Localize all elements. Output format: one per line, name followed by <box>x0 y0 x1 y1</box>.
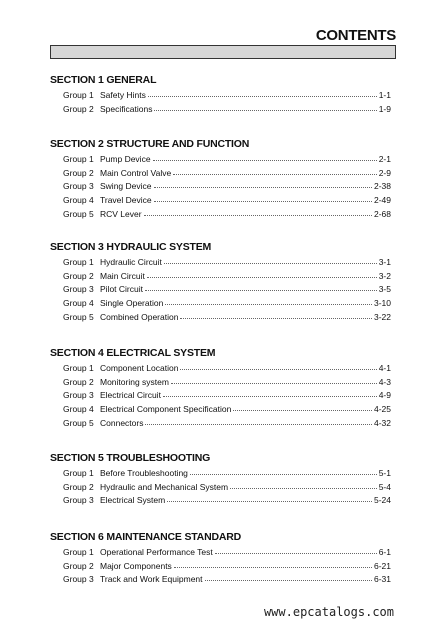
group-label: Group <box>63 154 87 164</box>
entry-title: Main Control Valve <box>100 167 172 178</box>
entry-title: Swing Device <box>100 181 152 192</box>
toc-entry[interactable] <box>63 255 391 267</box>
group-label: Group <box>63 547 87 557</box>
toc-entry[interactable] <box>63 102 391 114</box>
group-number: 3 <box>89 495 94 506</box>
group-number: 5 <box>89 311 94 322</box>
group-number: 2 <box>89 481 94 492</box>
group-number: 5 <box>89 417 94 428</box>
toc-entry[interactable] <box>63 559 391 571</box>
group-label: Group <box>63 90 87 100</box>
group-number: 3 <box>89 390 94 401</box>
dot-leader <box>167 501 372 502</box>
toc-entry[interactable] <box>63 88 391 100</box>
dot-leader <box>144 215 372 216</box>
dot-leader <box>215 553 377 554</box>
page-number: 3-10 <box>373 298 391 309</box>
toc-entry[interactable] <box>63 269 391 281</box>
group-number: 3 <box>89 574 94 585</box>
entry-title: Electrical Component Specification <box>100 404 232 415</box>
dot-leader <box>154 201 372 202</box>
toc-entry[interactable] <box>63 402 391 414</box>
entry-title: Track and Work Equipment <box>100 574 203 585</box>
section-heading: SECTION 6 MAINTENANCE STANDARD <box>50 531 241 543</box>
group-number: 3 <box>89 284 94 295</box>
dot-leader <box>173 174 377 175</box>
dot-leader <box>205 580 372 581</box>
toc-entry[interactable] <box>63 493 391 505</box>
group-label: Group <box>63 181 87 192</box>
dot-leader <box>180 318 372 319</box>
group-label: Group <box>63 468 87 478</box>
toc-entry[interactable] <box>63 466 391 478</box>
page-number: 6-1 <box>378 547 391 557</box>
page-number: 1-9 <box>378 103 391 114</box>
entry-title: Safety Hints <box>100 90 146 100</box>
group-label: Group <box>63 195 87 206</box>
entry-title: Pilot Circuit <box>100 284 143 295</box>
group-label: Group <box>63 167 87 178</box>
dot-leader <box>233 410 372 411</box>
dot-leader <box>164 263 377 264</box>
group-label: Group <box>63 103 87 114</box>
section-heading: SECTION 3 HYDRAULIC SYSTEM <box>50 241 212 253</box>
page-number: 6-31 <box>373 574 391 585</box>
toc-entry[interactable] <box>63 179 391 191</box>
dot-leader <box>148 96 377 97</box>
page-number: 4-32 <box>373 417 391 428</box>
group-number: 5 <box>89 208 94 219</box>
entry-title: Specifications <box>100 103 153 114</box>
group-number: 1 <box>89 154 94 164</box>
group-number: 1 <box>89 363 94 373</box>
section-heading: SECTION 4 ELECTRICAL SYSTEM <box>50 347 216 359</box>
toc-entry[interactable] <box>63 375 391 387</box>
group-number: 4 <box>89 298 94 309</box>
watermark-url: www.epcatalogs.com <box>263 605 394 619</box>
group-label: Group <box>63 390 87 401</box>
group-number: 1 <box>89 547 94 557</box>
dot-leader <box>154 187 372 188</box>
toc-entry[interactable] <box>63 282 391 294</box>
entry-title: Single Operation <box>100 298 164 309</box>
group-number: 2 <box>89 167 94 178</box>
group-number: 2 <box>89 560 94 571</box>
page-title: CONTENTS <box>315 27 396 44</box>
dot-leader <box>163 396 377 397</box>
dot-leader <box>171 383 377 384</box>
dot-leader <box>154 110 376 111</box>
group-label: Group <box>63 560 87 571</box>
page-number: 2-9 <box>378 167 391 178</box>
toc-entry[interactable] <box>63 310 391 322</box>
entry-title: Hydraulic Circuit <box>100 257 162 267</box>
dot-leader <box>145 424 372 425</box>
entry-title: Hydraulic and Mechanical System <box>100 481 229 492</box>
dot-leader <box>165 304 372 305</box>
group-number: 1 <box>89 468 94 478</box>
page-number: 5-4 <box>378 481 391 492</box>
entry-title: Connectors <box>100 417 144 428</box>
entry-title: Monitoring system <box>100 376 169 387</box>
entry-title: Combined Operation <box>100 311 179 322</box>
entry-title: Operational Performance Test <box>100 547 213 557</box>
group-number: 4 <box>89 404 94 415</box>
group-label: Group <box>63 208 87 219</box>
page-number: 2-68 <box>373 208 391 219</box>
dot-leader <box>180 369 376 370</box>
group-label: Group <box>63 311 87 322</box>
group-number: 3 <box>89 181 94 192</box>
group-label: Group <box>63 284 87 295</box>
entry-title: Pump Device <box>100 154 151 164</box>
entry-title: Electrical Circuit <box>100 390 161 401</box>
group-label: Group <box>63 404 87 415</box>
page-number: 4-25 <box>373 404 391 415</box>
group-number: 2 <box>89 103 94 114</box>
entry-title: Major Components <box>100 560 172 571</box>
group-number: 1 <box>89 257 94 267</box>
entry-title: Travel Device <box>100 195 152 206</box>
group-number: 1 <box>89 90 94 100</box>
page-number: 2-38 <box>373 181 391 192</box>
group-label: Group <box>63 574 87 585</box>
entry-title: Main Circuit <box>100 270 145 281</box>
page-number: 4-3 <box>378 376 391 387</box>
toc-entry[interactable] <box>63 480 391 492</box>
group-label: Group <box>63 363 87 373</box>
toc-entry[interactable] <box>63 166 391 178</box>
group-label: Group <box>63 270 87 281</box>
page-number: 4-9 <box>378 390 391 401</box>
section-heading: SECTION 1 GENERAL <box>50 74 157 86</box>
page-number: 2-49 <box>373 195 391 206</box>
toc-entry[interactable] <box>63 545 391 557</box>
group-number: 2 <box>89 376 94 387</box>
toc-entry[interactable] <box>63 361 391 373</box>
page-number: 3-5 <box>378 284 391 295</box>
dot-leader <box>174 567 372 568</box>
group-number: 4 <box>89 195 94 206</box>
group-label: Group <box>63 495 87 506</box>
entry-title: Electrical System <box>100 495 166 506</box>
toc-entry[interactable] <box>63 388 391 400</box>
group-label: Group <box>63 481 87 492</box>
entry-title: Component Location <box>100 363 179 373</box>
dot-leader <box>230 488 377 489</box>
dot-leader <box>190 474 377 475</box>
toc-entry[interactable] <box>63 572 391 584</box>
group-label: Group <box>63 257 87 267</box>
page-number: 2-1 <box>378 154 391 164</box>
entry-title: Before Troubleshooting <box>100 468 188 478</box>
toc-entry[interactable] <box>63 296 391 308</box>
toc-entry[interactable] <box>63 416 391 428</box>
page-number: 5-1 <box>378 468 391 478</box>
page-number: 6-21 <box>373 560 391 571</box>
group-number: 2 <box>89 270 94 281</box>
page-number: 1-1 <box>378 90 391 100</box>
page-number: 3-22 <box>373 311 391 322</box>
section-heading: SECTION 5 TROUBLESHOOTING <box>50 452 211 464</box>
page-number: 4-1 <box>378 363 391 373</box>
group-label: Group <box>63 376 87 387</box>
page-number: 5-24 <box>373 495 391 506</box>
section-heading: SECTION 2 STRUCTURE AND FUNCTION <box>50 138 250 150</box>
dot-leader <box>147 277 377 278</box>
page-number: 3-2 <box>378 270 391 281</box>
dot-leader <box>153 160 377 161</box>
group-label: Group <box>63 417 87 428</box>
toc-entry[interactable] <box>63 207 391 219</box>
toc-entry[interactable] <box>63 152 391 164</box>
entry-title: RCV Lever <box>100 208 142 219</box>
group-label: Group <box>63 298 87 309</box>
toc-entry[interactable] <box>63 193 391 205</box>
page-number: 3-1 <box>378 257 391 267</box>
dot-leader <box>145 290 377 291</box>
